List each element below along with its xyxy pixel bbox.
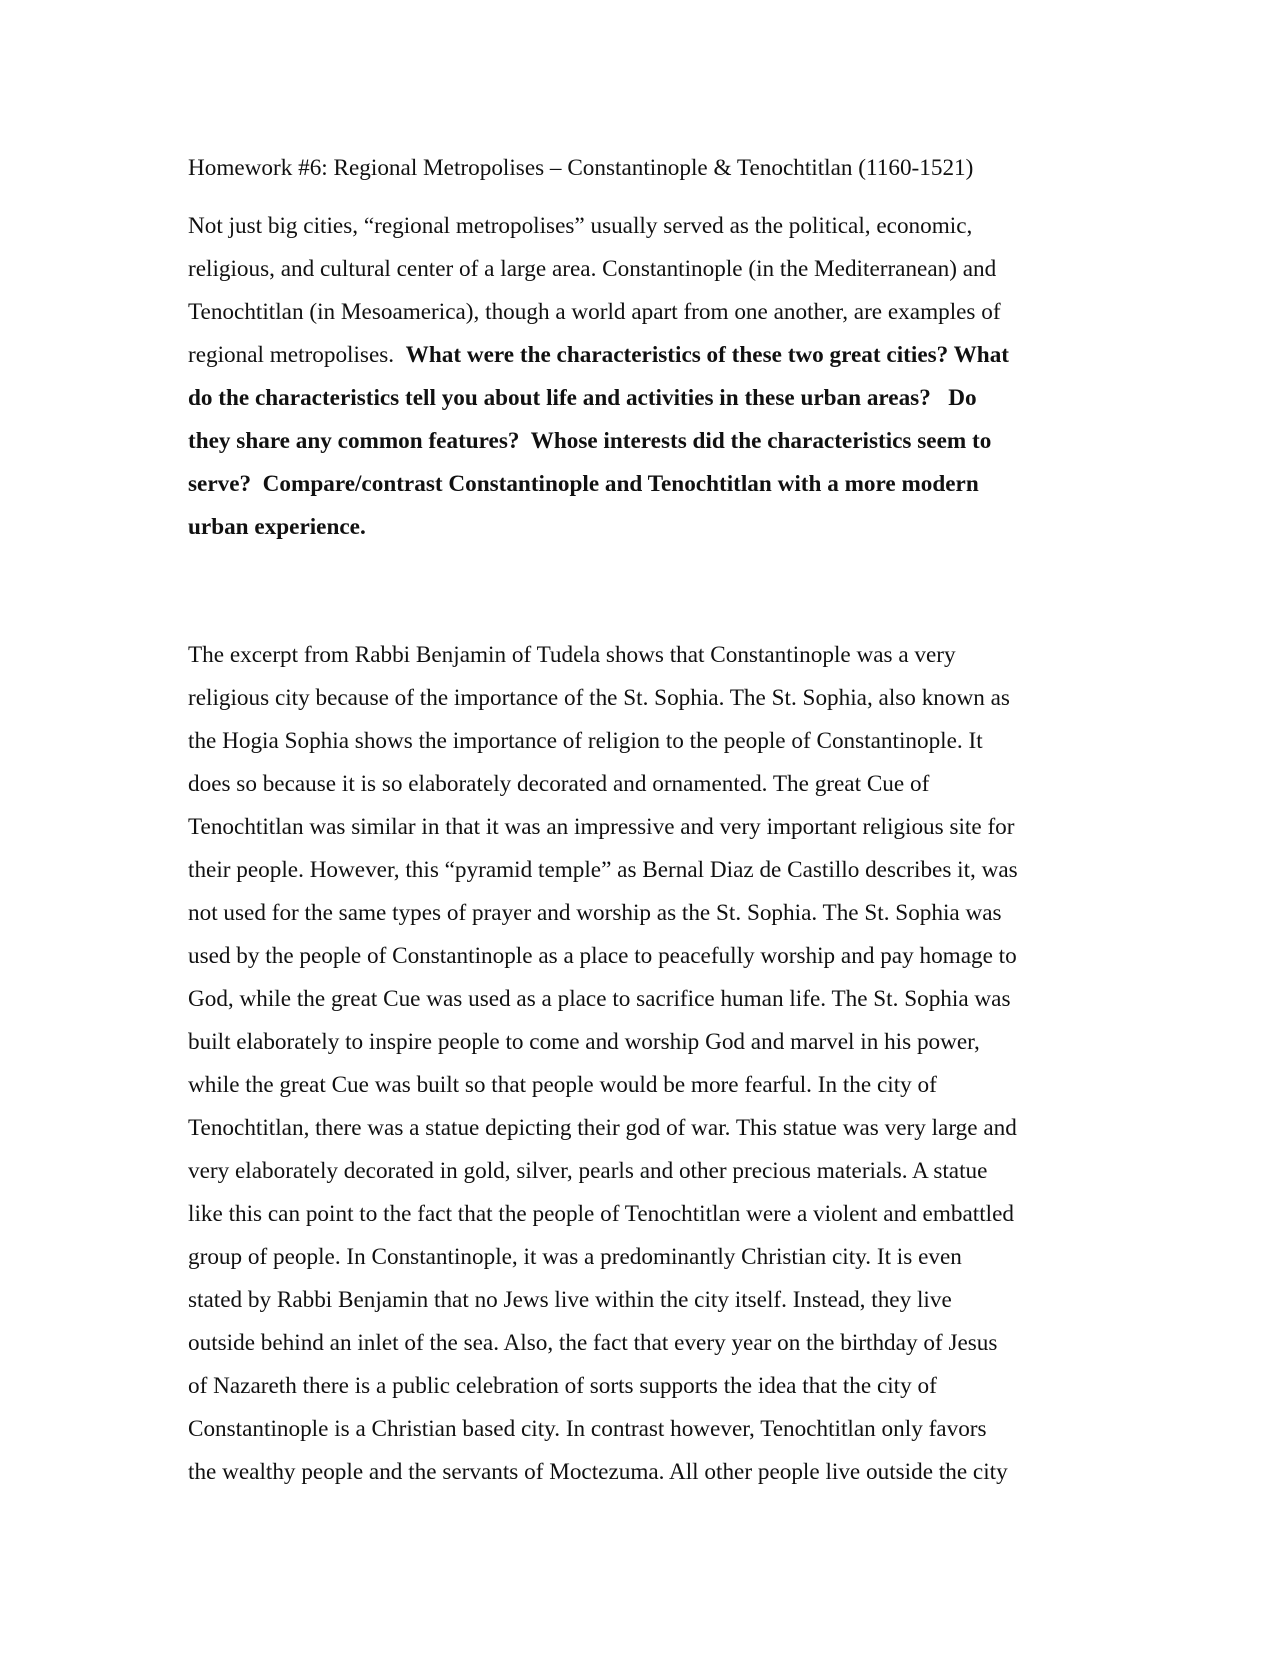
prompt-line [188,334,1098,377]
answer-line: Tenochtitlan was similar in that it was an impressive and very important religious site for [188,814,1015,840]
prompt-question-line: serve? Compare/contrast Constantinople and Tenochtitlan with a more modern [188,471,979,497]
answer-line: The excerpt from Rabbi Benjamin of Tudela shows that Constantinople was a very [188,642,956,668]
prompt-line: Not just big cities, “regional metropolises” usually served as the political, economic, [188,213,973,239]
answer-line: not used for the same types of prayer and worship as the St. Sophia. The St. Sophia was [188,900,1002,926]
prompt-line-plain-text: regional metropolises. [188,342,406,368]
answer-line: God, while the great Cue was used as a place to sacrifice human life. The St. Sophia was [188,986,1011,1012]
answer-paragraph [188,634,1098,1494]
answer-line: Constantinople is a Christian based city. In contrast however, Tenochtitlan only favors [188,1416,987,1442]
answer-line: used by the people of Constantinople as a place to peacefully worship and pay homage to [188,943,1017,969]
prompt-line: religious, and cultural center of a large area. Constantinople (in the Mediterranean) and [188,256,997,282]
answer-line: the Hogia Sophia shows the importance of religion to the people of Constantinople. It [188,728,983,754]
answer-line: of Nazareth there is a public celebration of sorts supports the idea that the city of [188,1373,937,1399]
prompt-question-line: urban experience. [188,514,366,540]
answer-line: their people. However, this “pyramid temple” as Bernal Diaz de Castillo describes it, was [188,857,1018,883]
answer-line: the wealthy people and the servants of Moctezuma. All other people live outside the city [188,1459,1008,1485]
document-content [188,148,1098,1494]
prompt-paragraph [188,205,1098,549]
answer-line: outside behind an inlet of the sea. Also, the fact that every year on the birthday of Jesus [188,1330,998,1356]
answer-line: stated by Rabbi Benjamin that no Jews live within the city itself. Instead, they live [188,1287,952,1313]
answer-line: like this can point to the fact that the people of Tenochtitlan were a violent and embattled [188,1201,1014,1227]
answer-line: while the great Cue was built so that people would be more fearful. In the city of [188,1072,937,1098]
prompt-line: Tenochtitlan (in Mesoamerica), though a world apart from one another, are examples of [188,299,1001,325]
prompt-question-line: they share any common features? Whose interests did the characteristics seem to [188,428,992,454]
answer-line: built elaborately to inspire people to come and worship God and marvel in his power, [188,1029,980,1055]
answer-line: Tenochtitlan, there was a statue depicting their god of war. This statue was very large and [188,1115,1017,1141]
answer-line: religious city because of the importance of the St. Sophia. The St. Sophia, also known as [188,685,1010,711]
answer-line: does so because it is so elaborately decorated and ornamented. The great Cue of [188,771,930,797]
answer-line: very elaborately decorated in gold, silver, pearls and other precious materials. A statue [188,1158,988,1184]
page-title: Homework #6: Regional Metropolises – Constantinople & Tenochtitlan (1160-1521) [188,155,974,181]
prompt-question-text: What were the characteristics of these two great cities? What [405,342,1010,368]
prompt-question-line: do the characteristics tell you about life and activities in these urban areas? Do [188,385,977,411]
answer-line: group of people. In Constantinople, it was a predominantly Christian city. It is even [188,1244,962,1270]
